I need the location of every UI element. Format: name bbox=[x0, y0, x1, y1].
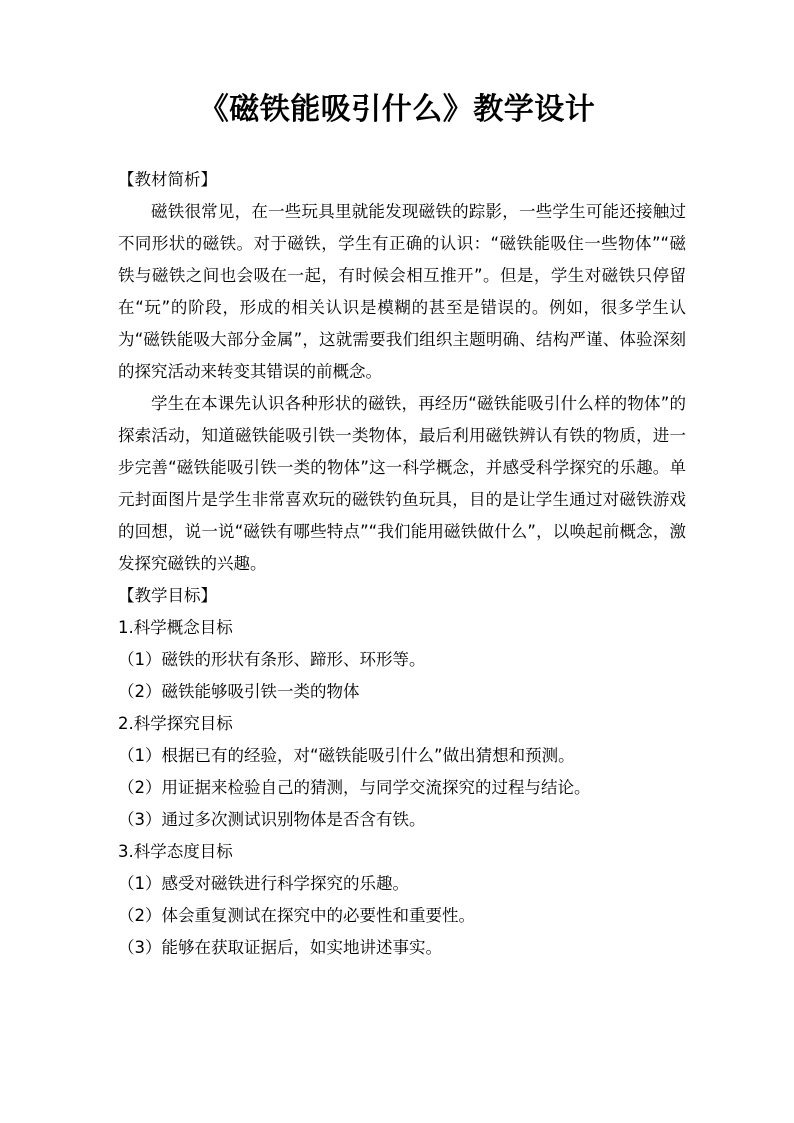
goal-item: （1）根据已有的经验，对“磁铁能吸引什么”做出猜想和预测。 bbox=[118, 746, 575, 765]
goal-item: （3）能够在获取证据后，如实地讲述事实。 bbox=[118, 938, 442, 957]
paragraph-textbook-analysis-2: 学生在本课先认识各种形状的磁铁，再经历“磁铁能吸引什么样的物体”的探索活动，知道磁铁能吸引铁一类物体，最后利用磁铁辨认有铁的物质，进一步完善“磁铁能吸引铁一类的物体”这一科学概念，并感受科学探究的乐趣。单元封面图片是学生非常喜欢玩的磁铁钓鱼玩具，目的是让学生通过对磁铁游戏的回想，说一说“磁铁有哪些特点”“我们能用磁铁做什么”，以唤起前概念，激发探究磁铁的兴趣。 bbox=[118, 394, 686, 573]
goal-item: （2）磁铁能够吸引铁一类的物体 bbox=[118, 682, 360, 701]
document-title: 《磁铁能吸引什么》教学设计 bbox=[198, 92, 596, 127]
goal-heading-science-attitude: 3.科学态度目标 bbox=[118, 842, 233, 861]
goal-item: （2）体会重复测试在探究中的必要性和重要性。 bbox=[118, 906, 475, 925]
goal-item: （1）磁铁的形状有条形、蹄形、环形等。 bbox=[118, 650, 426, 669]
document-body bbox=[118, 164, 686, 964]
section-header-textbook-analysis: 【教材简析】 bbox=[118, 170, 217, 189]
paragraph-textbook-analysis-1: 磁铁很常见，在一些玩具里就能发现磁铁的踪影，一些学生可能还接触过不同形状的磁铁。对于磁铁，学生有正确的认识：“磁铁能吸住一些物体”“磁铁与磁铁之间也会吸在一起，有时候会相互推开”。但是，学生对磁铁只停留在“玩”的阶段，形成的相关认识是模糊的甚至是错误的。例如，很多学生认为“磁铁能吸大部分金属”，这就需要我们组织主题明确、结构严谨、体验深刻的探究活动来转变其错误的前概念。 bbox=[118, 202, 686, 381]
goal-heading-science-concept: 1.科学概念目标 bbox=[118, 618, 233, 637]
goal-item: （2）用证据来检验自己的猜测，与同学交流探究的过程与结论。 bbox=[118, 778, 591, 797]
goal-item: （3）通过多次测试识别物体是否含有铁。 bbox=[118, 810, 426, 829]
goal-heading-science-inquiry: 2.科学探究目标 bbox=[118, 714, 233, 733]
goal-item: （1）感受对磁铁进行科学探究的乐趣。 bbox=[118, 874, 409, 893]
section-header-teaching-goals: 【教学目标】 bbox=[118, 586, 217, 605]
